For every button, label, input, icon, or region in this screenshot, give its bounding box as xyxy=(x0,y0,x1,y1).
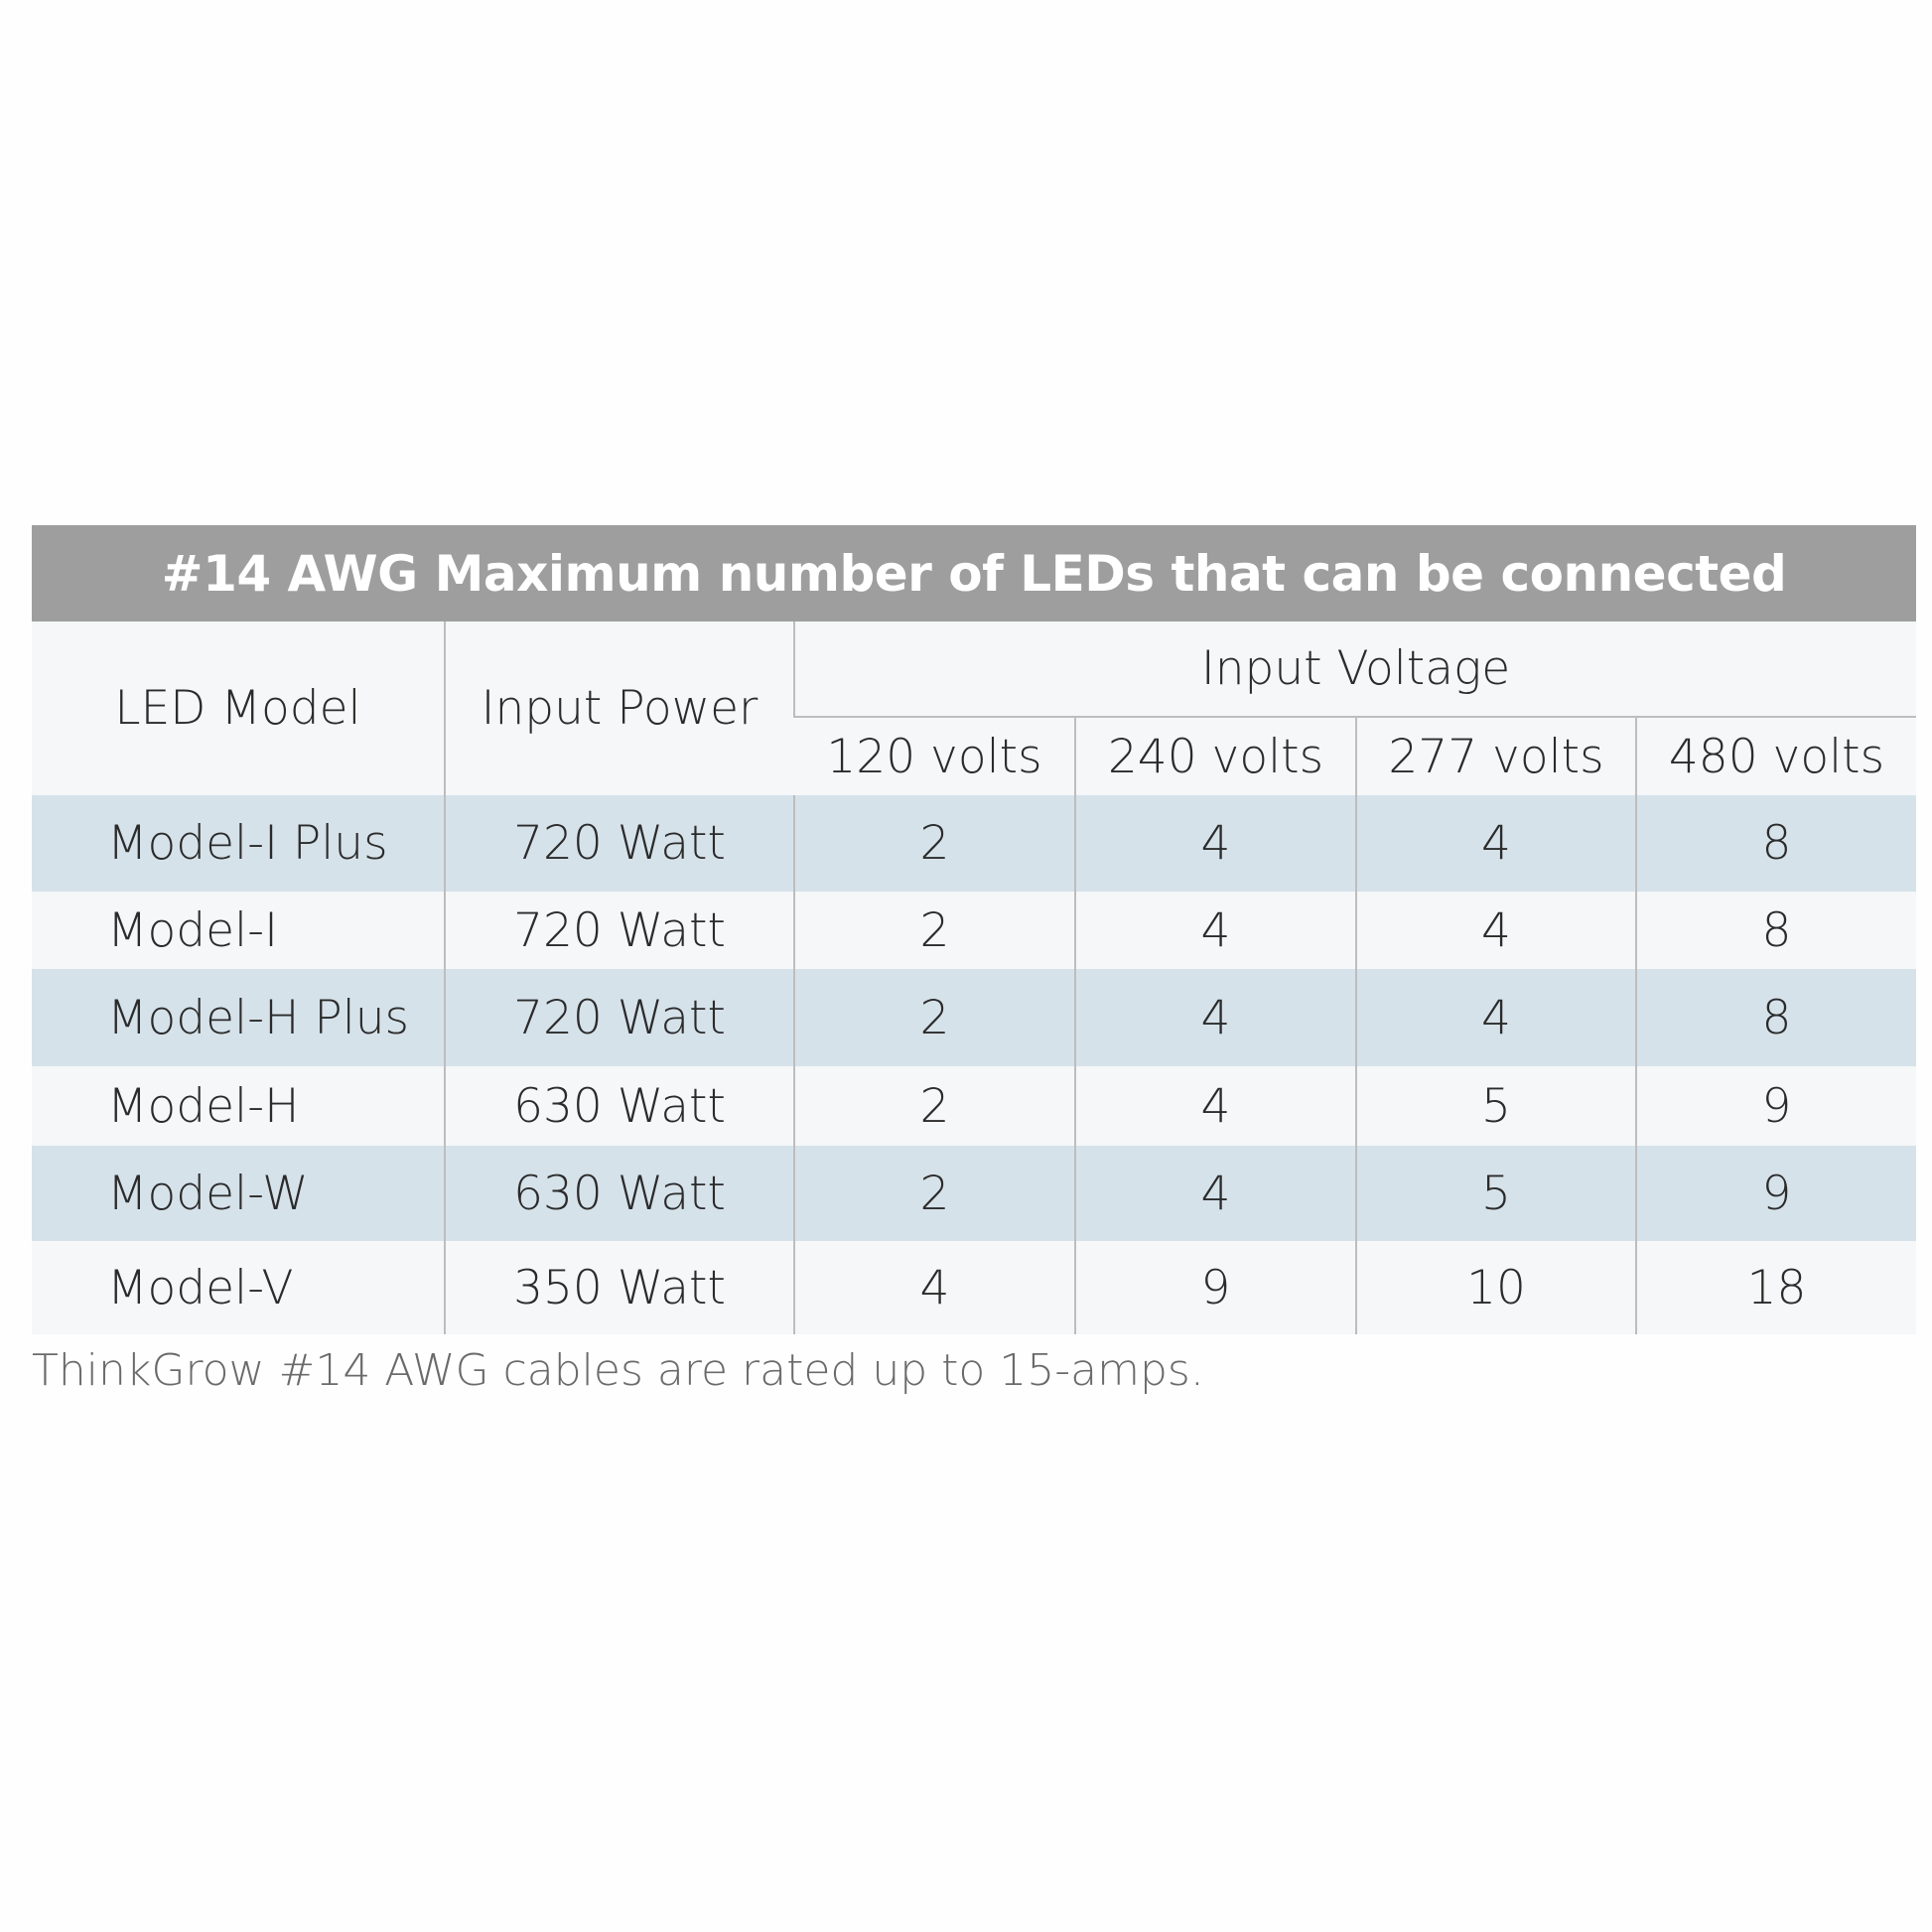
cell-model: Model-H Plus xyxy=(32,969,445,1066)
cell-value: 9 xyxy=(1075,1241,1356,1334)
cell-model: Model-W xyxy=(32,1146,445,1241)
cell-value: 8 xyxy=(1636,969,1916,1066)
data-table xyxy=(32,621,1916,1334)
header-voltage: 480 volts xyxy=(1636,717,1916,795)
cell-value: 2 xyxy=(794,892,1075,969)
cell-power: 350 Watt xyxy=(445,1241,794,1334)
cell-value: 4 xyxy=(794,1241,1075,1334)
cell-value: 2 xyxy=(794,795,1075,892)
cell-value: 4 xyxy=(1356,969,1636,1066)
cell-value: 9 xyxy=(1636,1146,1916,1241)
header-row xyxy=(32,621,1916,717)
cell-model: Model-H xyxy=(32,1066,445,1146)
footnote: ThinkGrow #14 AWG cables are rated up to 15-amps. xyxy=(32,1345,1204,1396)
cell-value: 8 xyxy=(1636,795,1916,892)
header-input-voltage: Input Voltage xyxy=(794,621,1916,717)
cell-power: 720 Watt xyxy=(445,795,794,892)
cell-value: 4 xyxy=(1356,795,1636,892)
table-row xyxy=(32,969,1916,1066)
cell-value: 2 xyxy=(794,1146,1075,1241)
cell-value: 5 xyxy=(1356,1066,1636,1146)
cell-model: Model-V xyxy=(32,1241,445,1334)
cell-power: 720 Watt xyxy=(445,892,794,969)
table-row xyxy=(32,1146,1916,1241)
cell-value: 10 xyxy=(1356,1241,1636,1334)
table-title: #14 AWG Maximum number of LEDs that can be connected xyxy=(32,525,1916,621)
header-led-model: LED Model xyxy=(32,621,445,795)
header-voltage: 277 volts xyxy=(1356,717,1636,795)
cell-value: 4 xyxy=(1075,1066,1356,1146)
cell-value: 8 xyxy=(1636,892,1916,969)
cell-power: 720 Watt xyxy=(445,969,794,1066)
cell-power: 630 Watt xyxy=(445,1146,794,1241)
cell-value: 4 xyxy=(1075,795,1356,892)
cell-value: 4 xyxy=(1075,969,1356,1066)
cell-value: 18 xyxy=(1636,1241,1916,1334)
header-input-power: Input Power xyxy=(445,621,794,795)
cell-value: 4 xyxy=(1356,892,1636,969)
header-voltage: 120 volts xyxy=(794,717,1075,795)
table-row xyxy=(32,1066,1916,1146)
cell-value: 4 xyxy=(1075,892,1356,969)
table-row xyxy=(32,795,1916,892)
cell-value: 2 xyxy=(794,1066,1075,1146)
cell-power: 630 Watt xyxy=(445,1066,794,1146)
cell-model: Model-I xyxy=(32,892,445,969)
cell-value: 4 xyxy=(1075,1146,1356,1241)
header-voltage: 240 volts xyxy=(1075,717,1356,795)
cell-value: 2 xyxy=(794,969,1075,1066)
cell-model: Model-I Plus xyxy=(32,795,445,892)
cell-value: 5 xyxy=(1356,1146,1636,1241)
led-capacity-table xyxy=(32,525,1916,1334)
cell-value: 9 xyxy=(1636,1066,1916,1146)
table-row xyxy=(32,892,1916,969)
table-row xyxy=(32,1241,1916,1334)
